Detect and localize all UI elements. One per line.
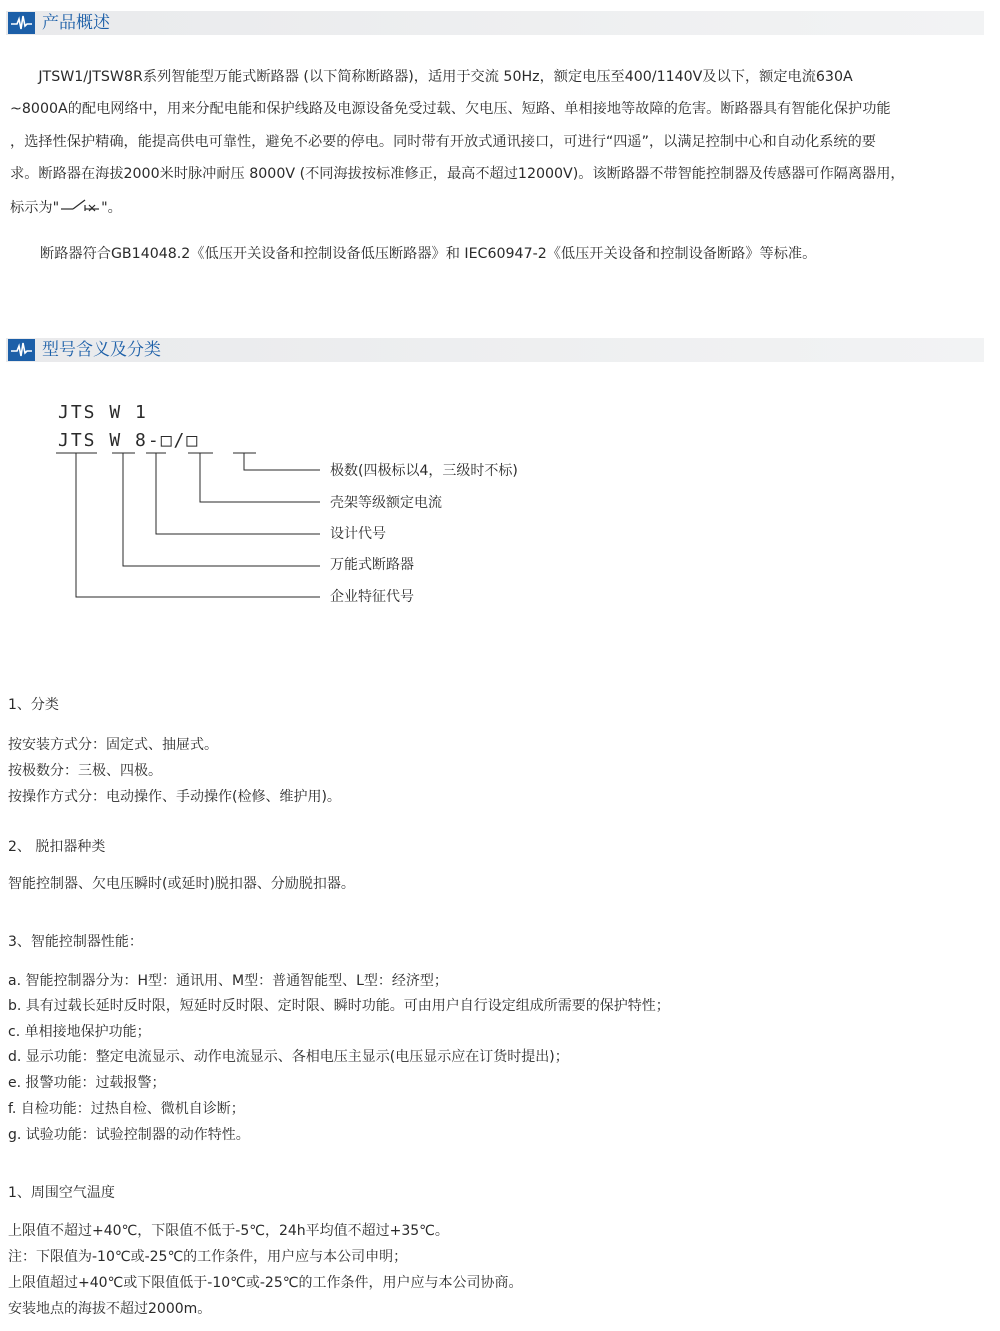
overview-line-3: ，选择性保护精确，能提高供电可靠性，避免不必要的停电。同时带有开放式通讯接口，可进行“四遥”，以满足控制中心和自动化系统的要 [10, 134, 876, 150]
controller-item: c. 单相接地保护功能； [8, 1024, 151, 1040]
controller-item: d. 显示功能：整定电流显示、动作电流显示、各相电压主显示(电压显示应在订货时提出)； [8, 1049, 569, 1065]
controller-item: b. 具有过载长延时反时限，短延时反时限、定时限、瞬时功能。可由用户自行设定组成所需要的保护特性； [8, 998, 670, 1014]
temperature-heading: 1、周围空气温度 [8, 1185, 115, 1201]
overview-line-4: 求。断路器在海拔2000米时脉冲耐压 8000V (不同海拔按标准修正，最高不超过12000V)。该断路器不带智能控制器及传感器可作隔离器用， [10, 166, 905, 182]
release-heading: 2、 脱扣器种类 [8, 839, 106, 855]
legend-poles: 极数(四极标以4，三级时不标) [330, 463, 518, 479]
section-title-overview: 产品概述 [42, 13, 110, 33]
controller-item: a. 智能控制器分为：H型：通讯用、M型：普通智能型、L型：经济型； [8, 973, 448, 989]
classification-heading: 1、分类 [8, 697, 59, 713]
model-code-diagram-lines [0, 0, 1000, 620]
overview-line-1: JTSW1/JTSW8R系列智能型万能式断路器 (以下简称断路器)，适用于交流 50Hz，额定电压至400/1140V及以下，额定电流630A [10, 69, 853, 85]
release-text: 智能控制器、欠电压瞬时(或延时)脱扣器、分励脱扣器。 [8, 876, 355, 892]
controller-item: e. 报警功能：过载报警； [8, 1075, 166, 1091]
overview-line-5-prefix: 标示为" [10, 200, 60, 216]
temperature-item: 注：下限值为-10℃或-25℃的工作条件，用户应与本公司申明； [8, 1249, 408, 1265]
classification-item: 按安装方式分：固定式、抽屉式。 [8, 737, 218, 753]
legend-breaker-type: 万能式断路器 [330, 557, 414, 573]
section-title-model: 型号含义及分类 [42, 340, 161, 360]
overview-line-5-suffix: "。 [101, 200, 122, 216]
overview-standards: 断路器符合GB14048.2《低压开关设备和控制设备低压断路器》和 IEC60947-2《低压开关设备和控制设备断路》等标准。 [40, 246, 817, 262]
temperature-item: 安装地点的海拔不超过2000m。 [8, 1301, 212, 1317]
controller-item: g. 试验功能：试验控制器的动作特性。 [8, 1127, 250, 1143]
model-code-line-2: JTS W 8-□/□ [58, 430, 200, 451]
overview-line-2: ~8000A的配电网络中，用来分配电能和保护线路及电源设备免受过载、欠电压、短路、单相接地等故障的危害。断路器具有智能化保护功能 [10, 101, 891, 117]
legend-enterprise-code: 企业特征代号 [330, 589, 414, 605]
temperature-item: 上限值超过+40℃或下限值低于-10℃或-25℃的工作条件，用户应与本公司协商。 [8, 1275, 523, 1291]
temperature-item: 上限值不超过+40℃，下限值不低于-5℃，24h平均值不超过+35℃。 [8, 1223, 449, 1239]
classification-item: 按操作方式分：电动操作、手动操作(检修、维护用)。 [8, 789, 341, 805]
controller-heading: 3、智能控制器性能： [8, 934, 143, 950]
legend-design-code: 设计代号 [330, 526, 386, 542]
legend-frame-current: 壳架等级额定电流 [330, 495, 442, 511]
controller-item: f. 自检功能：过热自检、微机自诊断； [8, 1101, 245, 1117]
model-code-line-1: JTS W 1 [58, 402, 148, 423]
classification-item: 按极数分：三极、四极。 [8, 763, 162, 779]
